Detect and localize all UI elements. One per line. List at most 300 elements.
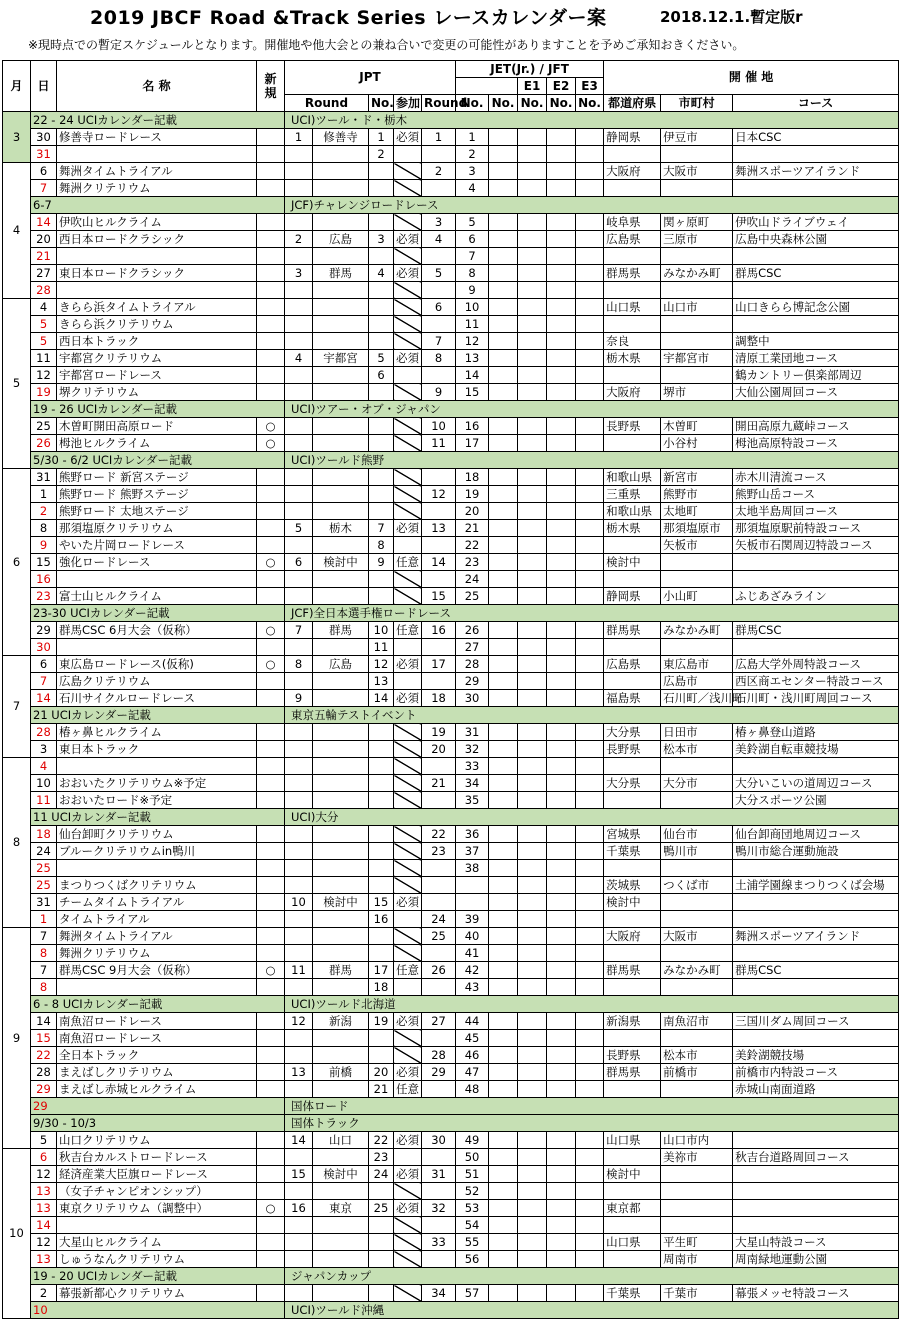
e1-no [489,843,518,860]
e1-no [489,1030,518,1047]
day-cell: 3 [31,741,57,758]
race-row [3,486,899,503]
f-no [576,690,604,707]
jpt-round [285,435,313,452]
day-cell: 12 [31,367,57,384]
day-cell: 30 [31,639,57,656]
e2-no [518,1234,547,1251]
f-no [576,486,604,503]
new-marker [257,860,285,877]
f-no [576,792,604,809]
venue-pref: 奈良 [604,333,661,350]
jet-round: 20 [422,741,456,758]
race-name: 広島クリテリウム [57,673,257,690]
e3-no [547,1132,576,1149]
race-name: やいた片岡ロードレース [57,537,257,554]
col-e3: E3 [576,78,604,95]
new-marker [257,350,285,367]
venue-course [733,1166,899,1183]
jet-round: 32 [422,1200,456,1217]
race-name [57,639,257,656]
jpt-no: 19 [369,1013,394,1030]
venue-course [733,1030,899,1047]
jpt-no [369,418,394,435]
f-no [576,1183,604,1200]
new-marker [257,758,285,775]
new-marker [257,1234,285,1251]
new-marker [257,792,285,809]
jet-round [422,1149,456,1166]
e3-no [547,384,576,401]
calendar-band-row [3,112,899,129]
new-marker [257,826,285,843]
new-marker [257,877,285,894]
e3-no [547,588,576,605]
e1-no [489,826,518,843]
jpt-round [285,248,313,265]
e2-no [518,1217,547,1234]
calendar-band-row [3,1268,899,1285]
jet-no: 3 [456,163,489,180]
jet-round [422,1030,456,1047]
new-marker [257,214,285,231]
e2-no [518,571,547,588]
venue-course [733,146,899,163]
jpt-venue [313,299,369,316]
race-name [57,860,257,877]
e2-no [518,316,547,333]
race-name: しゅうなんクリテリウム [57,1251,257,1268]
venue-course: 舞洲スポーツアイランド [733,163,899,180]
jpt-no [369,860,394,877]
jet-round: 10 [422,418,456,435]
jpt-round [285,1183,313,1200]
new-marker [257,911,285,928]
venue-pref: 和歌山県 [604,503,661,520]
e2-no [518,826,547,843]
jet-no: 23 [456,554,489,571]
col-name: 名 称 [57,61,257,112]
e2-no [518,520,547,537]
new-marker [257,1013,285,1030]
venue-course: 広島大学外周特設コース [733,656,899,673]
venue-city [661,554,733,571]
race-row [3,418,899,435]
e2-no [518,1013,547,1030]
race-row [3,435,899,452]
race-name: 山口クリテリウム [57,1132,257,1149]
new-marker [257,945,285,962]
venue-city: つくば市 [661,877,733,894]
jpt-attend [394,1285,422,1302]
jpt-round [285,860,313,877]
new-marker [257,894,285,911]
col-city: 市町村 [661,95,733,112]
col-e2-no: No. [518,95,547,112]
jpt-no: 24 [369,1166,394,1183]
f-no [576,1047,604,1064]
calendar-band-label: 11 UCIカレンダー記載 [31,809,285,826]
jpt-no: 12 [369,656,394,673]
e3-no [547,962,576,979]
jet-round [422,894,456,911]
e1-no [489,554,518,571]
venue-pref: 静岡県 [604,129,661,146]
jpt-no [369,316,394,333]
venue-city: みなかみ町 [661,265,733,282]
f-no [576,1200,604,1217]
day-cell: 5 [31,316,57,333]
race-name: まえばしクリテリウム [57,1064,257,1081]
venue-city [661,911,733,928]
new-marker [257,639,285,656]
race-name [57,248,257,265]
jet-no: 31 [456,724,489,741]
day-cell: 23 [31,588,57,605]
venue-pref: 茨城県 [604,877,661,894]
day-cell: 24 [31,843,57,860]
jet-no: 57 [456,1285,489,1302]
race-name: 西日本トラック [57,333,257,350]
calendar-band-event: 国体ロード [285,1098,899,1115]
venue-pref [604,673,661,690]
e3-no [547,690,576,707]
venue-city [661,894,733,911]
jpt-attend [394,877,422,894]
day-cell: 13 [31,1183,57,1200]
jpt-venue [313,673,369,690]
col-day: 日 [31,61,57,112]
jet-no: 43 [456,979,489,996]
e1-no [489,163,518,180]
race-name: 舞洲タイムトライアル [57,163,257,180]
venue-city [661,180,733,197]
new-marker [257,1132,285,1149]
race-row [3,554,899,571]
race-name: 東京クリテリウム（調整中） [57,1200,257,1217]
e2-no [518,741,547,758]
e1-no [489,792,518,809]
jpt-venue [313,1149,369,1166]
e3-no [547,1217,576,1234]
day-cell: 28 [31,1064,57,1081]
race-row [3,775,899,792]
jpt-venue: 新潟 [313,1013,369,1030]
f-no [576,316,604,333]
jpt-attend [394,673,422,690]
e3-no [547,146,576,163]
col-pref: 都道府県 [604,95,661,112]
race-name: おおいたクリテリウム※予定 [57,775,257,792]
jpt-attend [394,1149,422,1166]
venue-pref: 広島県 [604,231,661,248]
jet-no: 24 [456,571,489,588]
race-name: 南魚沼ロードレース [57,1013,257,1030]
col-venue: 開 催 地 [604,61,899,95]
e2-no [518,418,547,435]
race-name: 東日本ロードクラシック [57,265,257,282]
jpt-attend [394,316,422,333]
day-cell: 1 [31,911,57,928]
new-marker [257,248,285,265]
jet-round: 28 [422,1047,456,1064]
race-name: 東日本トラック [57,741,257,758]
e2-no [518,163,547,180]
venue-course: 周南緑地運動公園 [733,1251,899,1268]
jpt-round [285,911,313,928]
jpt-round [285,979,313,996]
jpt-venue: 広島 [313,656,369,673]
calendar-band-label: 19 - 20 UCIカレンダー記載 [31,1268,285,1285]
day-cell: 13 [31,1251,57,1268]
jet-round [422,877,456,894]
f-no [576,639,604,656]
race-row [3,843,899,860]
venue-course [733,979,899,996]
f-no [576,1081,604,1098]
jet-no: 15 [456,384,489,401]
jpt-attend [394,248,422,265]
race-row [3,860,899,877]
race-row [3,163,899,180]
f-no [576,435,604,452]
jpt-attend: 任意 [394,622,422,639]
day-cell: 28 [31,724,57,741]
f-no [576,724,604,741]
e2-no [518,622,547,639]
day-cell: 21 [31,248,57,265]
e3-no [547,571,576,588]
day-cell: 16 [31,571,57,588]
jpt-round [285,775,313,792]
col-e1: E1 [518,78,547,95]
jpt-venue [313,384,369,401]
jpt-attend [394,384,422,401]
venue-pref [604,146,661,163]
jpt-round: 15 [285,1166,313,1183]
race-name: タイムトライアル [57,911,257,928]
venue-course: 三国川ダム周回コース [733,1013,899,1030]
race-row [3,962,899,979]
jpt-venue [313,826,369,843]
jpt-no [369,1047,394,1064]
jet-round: 24 [422,911,456,928]
race-row [3,384,899,401]
jet-round [422,673,456,690]
jpt-no: 14 [369,690,394,707]
table-body [3,112,899,1319]
e1-no [489,299,518,316]
venue-pref: 大阪府 [604,163,661,180]
f-no [576,231,604,248]
month-cell: 8 [3,758,31,928]
e3-no [547,945,576,962]
jpt-attend [394,928,422,945]
jpt-attend: 必須 [394,1200,422,1217]
venue-pref: 静岡県 [604,588,661,605]
f-no [576,588,604,605]
jet-no: 6 [456,231,489,248]
f-no [576,911,604,928]
day-cell: 5 [31,1132,57,1149]
e2-no [518,299,547,316]
venue-city: みなかみ町 [661,962,733,979]
jpt-venue: 広島 [313,231,369,248]
jpt-venue [313,775,369,792]
day-cell: 31 [31,469,57,486]
venue-pref: 東京都 [604,1200,661,1217]
jpt-round: 11 [285,962,313,979]
jpt-venue [313,860,369,877]
jpt-venue: 検討中 [313,1166,369,1183]
venue-city: 石川町／浅川町 [661,690,733,707]
new-marker [257,469,285,486]
new-marker [257,231,285,248]
venue-pref: 宮城県 [604,826,661,843]
e2-no [518,928,547,945]
venue-city: 大分市 [661,775,733,792]
jet-no: 21 [456,520,489,537]
e1-no [489,962,518,979]
jet-no: 41 [456,945,489,962]
day-cell: 12 [31,1166,57,1183]
month-cell: 3 [3,112,31,163]
jet-no: 11 [456,316,489,333]
e3-no [547,418,576,435]
f-no [576,622,604,639]
jpt-attend [394,1234,422,1251]
f-no [576,554,604,571]
jpt-no [369,1183,394,1200]
jet-round [422,248,456,265]
e2-no [518,554,547,571]
jpt-venue [313,163,369,180]
e2-no [518,333,547,350]
f-no [576,299,604,316]
e3-no [547,775,576,792]
jpt-venue [313,1183,369,1200]
race-row [3,571,899,588]
e3-no [547,911,576,928]
jpt-no [369,1251,394,1268]
day-cell: 13 [31,1200,57,1217]
jet-no: 1 [456,129,489,146]
jpt-attend [394,214,422,231]
new-marker [257,1183,285,1200]
month-cell: 6 [3,469,31,656]
e2-no [518,656,547,673]
f-no [576,962,604,979]
venue-city: 広島市 [661,673,733,690]
e1-no [489,1149,518,1166]
jet-no [456,877,489,894]
race-name: 堺クリテリウム [57,384,257,401]
f-no [576,520,604,537]
jet-no: 25 [456,588,489,605]
new-marker [257,724,285,741]
new-marker [257,520,285,537]
e3-no [547,1149,576,1166]
f-no [576,1132,604,1149]
e2-no [518,248,547,265]
jpt-no [369,333,394,350]
e1-no [489,1166,518,1183]
day-cell: 6 [31,163,57,180]
jpt-round [285,673,313,690]
venue-course: 那須塩原駅前特設コース [733,520,899,537]
day-cell: 25 [31,418,57,435]
e2-no [518,1166,547,1183]
jpt-no: 6 [369,367,394,384]
e2-no [518,384,547,401]
jet-round [422,367,456,384]
race-name: 木曽町開田高原ロード [57,418,257,435]
venue-city: 千葉市 [661,1285,733,1302]
venue-course [733,639,899,656]
e3-no [547,673,576,690]
e1-no [489,1183,518,1200]
jet-no: 12 [456,333,489,350]
jpt-attend: 必須 [394,656,422,673]
race-name: 経済産業大臣旗ロードレース [57,1166,257,1183]
e3-no [547,1234,576,1251]
race-name: きらら浜クリテリウム [57,316,257,333]
jpt-venue [313,1217,369,1234]
venue-course [733,180,899,197]
new-marker: ○ [257,418,285,435]
e3-no [547,1251,576,1268]
jet-round: 18 [422,690,456,707]
jet-no: 55 [456,1234,489,1251]
venue-city: 木曽町 [661,418,733,435]
day-cell: 9 [31,537,57,554]
venue-city [661,1166,733,1183]
e1-no [489,911,518,928]
e3-no [547,741,576,758]
jet-round [422,503,456,520]
jpt-round: 12 [285,1013,313,1030]
calendar-band-event: ジャパンカップ [285,1268,899,1285]
day-cell: 1 [31,486,57,503]
e2-no [518,860,547,877]
race-name: 栂池ヒルクライム [57,435,257,452]
race-row [3,180,899,197]
venue-city [661,758,733,775]
col-jet: JET(Jr.) / JFT [456,61,604,78]
venue-city: 大阪市 [661,163,733,180]
jet-no [456,894,489,911]
jpt-no: 23 [369,1149,394,1166]
f-no [576,758,604,775]
race-row [3,656,899,673]
jpt-round [285,486,313,503]
jpt-round [285,537,313,554]
race-row [3,1251,899,1268]
race-row [3,741,899,758]
jet-no: 10 [456,299,489,316]
e2-no [518,350,547,367]
new-marker [257,299,285,316]
race-row [3,1166,899,1183]
venue-pref [604,180,661,197]
jpt-venue [313,1081,369,1098]
day-cell: 2 [31,1285,57,1302]
venue-city [661,367,733,384]
venue-city: 矢板市 [661,537,733,554]
col-new: 新規 [257,61,285,112]
jpt-attend [394,792,422,809]
e3-no [547,163,576,180]
